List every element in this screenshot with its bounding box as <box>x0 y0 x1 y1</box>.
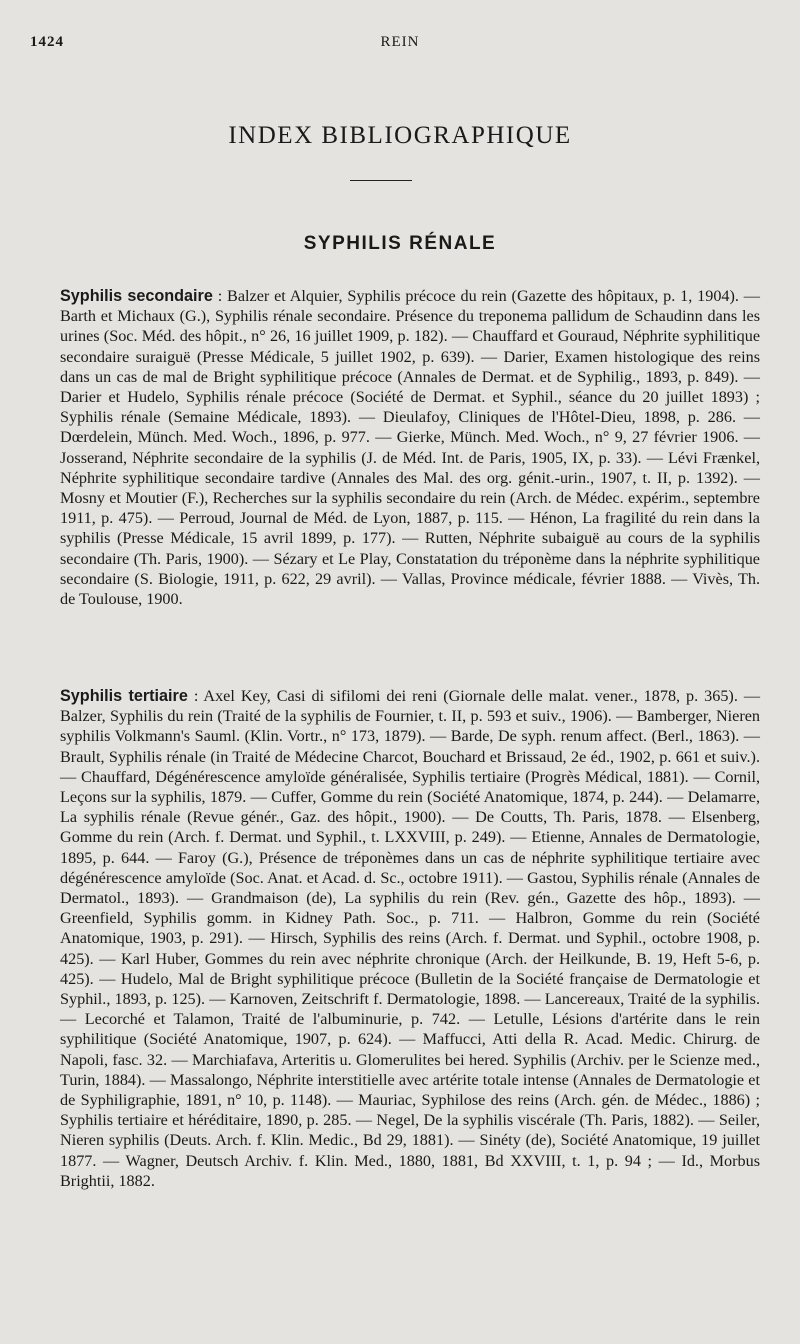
entry-label: Syphilis secondaire <box>60 287 213 305</box>
page-header <box>30 34 770 56</box>
bibliography-entry-tertiaire <box>60 686 760 1191</box>
title-divider <box>350 180 412 181</box>
section-title: SYPHILIS RÉNALE <box>303 233 497 254</box>
index-title: INDEX BIBLIOGRAPHIQUE <box>228 122 572 149</box>
entry-label: Syphilis tertiaire <box>60 687 188 705</box>
running-head: REIN <box>380 34 420 50</box>
bibliography-entry-secondaire <box>60 286 760 609</box>
entry-text: : Balzer et Alquier, Syphilis précoce du rein (Gazette des hôpitaux, p. 1, 1904). — Barth et Michaux (G.), Syphilis rénale secondaire. Présence du treponema pallidum de Schaudinn dans les urines (Soc. Méd. des hôpit., n° 26, 16 juillet 1909, p. 182). — Chauffard et Gouraud, Néphrite syphilitique secondaire suraiguë (Presse Médicale, 5 juillet 1902, p. 639). — Darier, Examen histologique des reins dans un cas de mal de Bright syphilitique précoce (Annales de Dermat. et de Syphilig., 1893, p. 849). — Darier et Hudelo, Syphilis rénale précoce (Société de Dermat. et Syphil., séance du 20 juillet 1893) ; Syphilis rénale (Semaine Médicale, 1893). — Dieulafoy, Cliniques de l'Hôtel-Dieu, 1898, p. 286. — Dœrdelein, Münch. Med. Woch., 1896, p. 977. — Gierke, Münch. Med. Woch., n° 9, 27 février 1906. — Josserand, Néphrite secondaire de la syphilis (J. de Méd. Int. de Paris, 1905, IX, p. 33). — Lévi Frænkel, Néphrite syphilitique secondaire tardive (Annales des Mal. des org. génit.-urin., 1907, t. II, p. 1392). — Mosny et Moutier (F.), Recherches sur la syphilis secondaire du rein (Arch. de Médec. expérim., septembre 1911, p. 475). — Perroud, Journal de Méd. de Lyon, 1887, p. 115. — Hénon, La fragilité du rein dans la syphilis (Presse Médicale, 15 avril 1899, p. 177). — Rutten, Néphrite subaiguë au cours de la syphilis secondaire (Th. Paris, 1900). — Sézary et Le Play, Constatation du tréponème dans la néphrite syphilitique secondaire (S. Biologie, 1911, p. 622, 29 avril). — Vallas, Province médicale, février 1888. — Vivès, Th. de Toulouse, 1900. <box>60 287 760 609</box>
page-number: 1424 <box>30 34 64 50</box>
entry-text: : Axel Key, Casi di sifilomi dei reni (Giornale delle malat. vener., 1878, p. 365). — Balzer, Syphilis du rein (Traité de la syphilis de Fournier, t. II, p. 593 et suiv., 1906). — Bamberger, Nieren syphilis Volkmann's Sauml. (Klin. Vortr., n° 173, 1879). — Barde, De syph. renum affect. (Berl., 1863). — Brault, Syphilis rénale (in Traité de Médecine Charcot, Bouchard et Brissaud, 2e éd., 1902, p. 661 et suiv.). — Chauffard, Dégénérescence amyloïde généralisée, Syphilis tertiaire (Progrès Médical, 1881). — Cornil, Leçons sur la syphilis, 1879. — Cuffer, Gomme du rein (Société Anatomique, 1874, p. 244). — Delamarre, La syphilis rénale (Revue génér., Gaz. des hôpit., 1900). — De Coutts, Th. Paris, 1878. — Elsenberg, Gomme du rein (Arch. f. Dermat. und Syphil., t. LXXVIII, p. 249). — Etienne, Annales de Dermatologie, 1895, p. 644. — Faroy (G.), Présence de tréponèmes dans un cas de néphrite syphilitique tertiaire avec dégénérescence amyloïde (Soc. Anat. et Acad. d. Sc., octobre 1911). — Gastou, Syphilis rénale (Annales de Dermatol., 1893). — Grandmaison (de), La syphilis du rein (Rev. gén., Gazette des hôp., 1893). — Greenfield, Syphilis gomm. in Kidney Path. Soc., p. 711. — Halbron, Gomme du rein (Société Anatomique, 1903, p. 291). — Hirsch, Syphilis des reins (Arch. f. Dermat. und Syphil., octobre 1908, p. 425). — Karl Huber, Gommes du rein avec néphrite chronique (Arch. der Heilkunde, B. 19, Heft 5-6, p. 425). — Hudelo, Mal de Bright syphilitique précoce (Bulletin de la Société française de Dermatologie et Syphil., 1893, p. 125). — Karnoven, Zeitschrift f. Dermatologie, 1898. — Lancereaux, Traité de la syphilis. — Lecorché et Talamon, Traité de l'albuminurie, p. 742. — Letulle, Lésions d'artérite dans le rein syphilitique (Société Anatomique, 1907, p. 624). — Maffucci, Atti della R. Acad. Medic. Chirurg. de Napoli, fasc. 32. — Marchiafava, Arteritis u. Glomerulites bei hered. Syphilis (Archiv. per le Scienze med., Turin, 1884). — Massalongo, Néphrite interstitielle avec artérite totale intense (Annales de Dermatologie et de Syphiligraphie, 1891, n° 10, p. 1148). — Mauriac, Syphilose des reins (Arch. gén. de Médec., 1886) ; Syphilis tertiaire et héréditaire, 1890, p. 285. — Negel, De la syphilis viscérale (Th. Paris, 1882). — Seiler, Nieren syphilis (Deuts. Arch. f. Klin. Medic., Bd 29, 1881). — Sinéty (de), Société Anatomique, 19 juillet 1877. — Wagner, Deutsch Archiv. f. Klin. Med., 1880, 1881, Bd XXVIII, t. 1, p. 94 ; — Id., Morbus Brightii, 1882. <box>60 687 761 1190</box>
